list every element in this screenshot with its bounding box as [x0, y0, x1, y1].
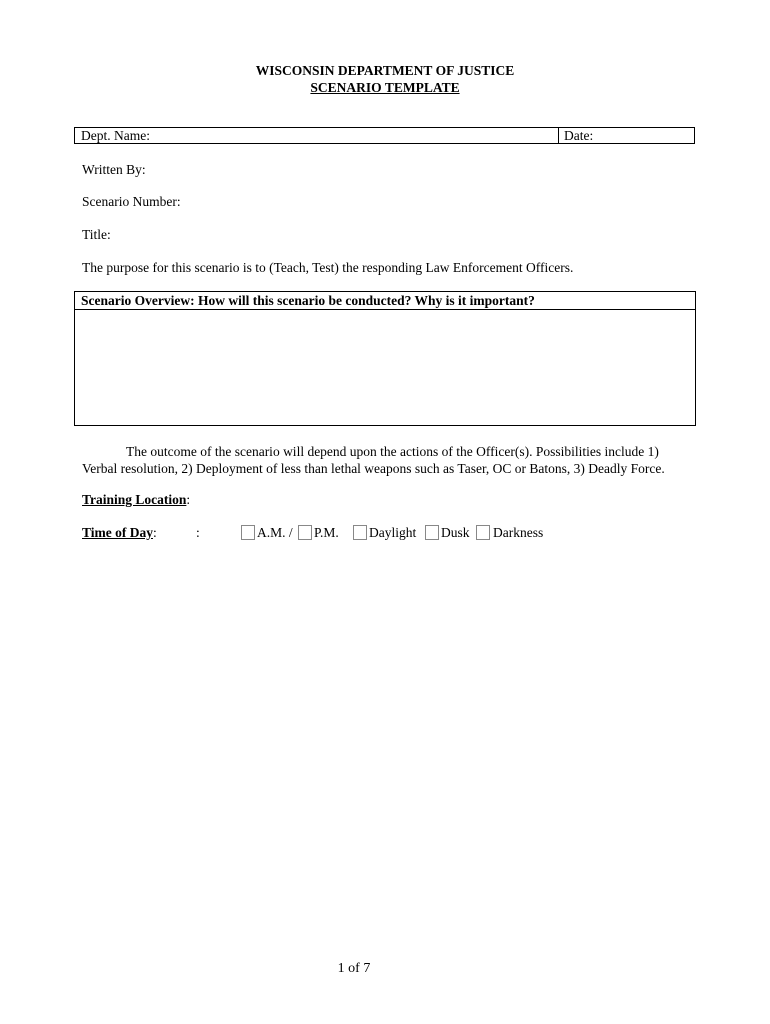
date-label: Date:	[564, 128, 594, 143]
title-field: Title:	[82, 227, 111, 242]
document-title: SCENARIO TEMPLATE	[310, 80, 460, 95]
org-name: WISCONSIN DEPARTMENT OF JUSTICE	[255, 63, 515, 78]
document-header	[0, 62, 770, 96]
dusk-checkbox[interactable]	[425, 525, 439, 540]
written-by-field: Written By:	[82, 162, 146, 177]
scenario-number-field: Scenario Number:	[82, 194, 181, 209]
time-of-day-label: Time of Day	[82, 525, 153, 540]
scenario-overview-heading: Scenario Overview: How will this scenario be conducted? Why is it important?	[75, 292, 695, 310]
daylight-label: Daylight	[369, 525, 417, 540]
am-checkbox[interactable]	[241, 525, 255, 540]
time-of-day-label-colon: :	[153, 525, 157, 540]
pm-checkbox[interactable]	[298, 525, 312, 540]
pm-label: P.M.	[314, 525, 339, 540]
outcome-paragraph	[82, 443, 692, 477]
am-label: A.M. /	[257, 525, 293, 540]
darkness-checkbox[interactable]	[476, 525, 490, 540]
dusk-label: Dusk	[441, 525, 470, 540]
training-location-colon: :	[186, 492, 191, 507]
time-of-day-label-group	[82, 524, 157, 541]
darkness-label: Darkness	[493, 525, 544, 540]
training-location-row	[82, 492, 190, 508]
dept-name-label: Dept. Name:	[81, 128, 150, 143]
page-number: 1 of 7	[337, 961, 371, 976]
date-field[interactable]	[559, 128, 694, 143]
purpose-statement: The purpose for this scenario is to (Teach, Test) the responding Law Enforcement Officers.	[82, 260, 574, 275]
scenario-overview-box	[74, 291, 696, 426]
dept-date-row	[74, 127, 695, 144]
time-field-colon: :	[196, 525, 200, 540]
training-location-label: Training Location	[82, 492, 187, 507]
daylight-checkbox[interactable]	[353, 525, 367, 540]
scenario-overview-input[interactable]	[75, 310, 695, 425]
dept-name-field[interactable]	[75, 128, 559, 143]
outcome-text: The outcome of the scenario will depend upon the actions of the Officer(s). Possibilities include 1) Verbal resolution, 2) Deployment of less than lethal weapons such as Taser, OC or Batons, 3) Deadly Force.	[82, 444, 665, 476]
